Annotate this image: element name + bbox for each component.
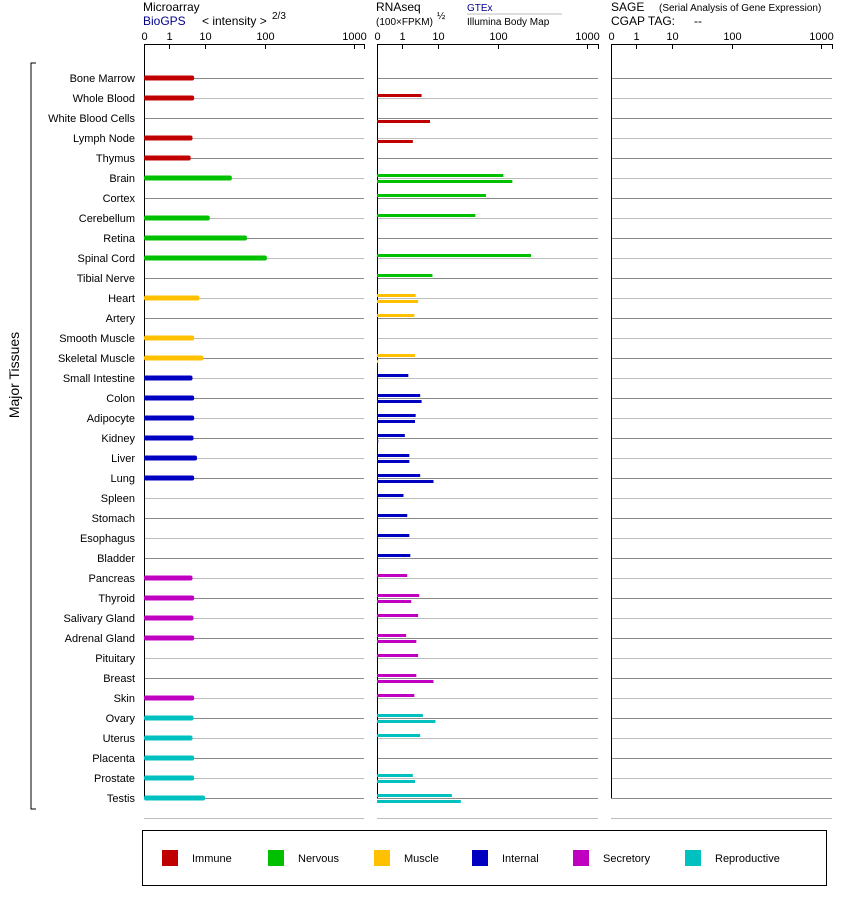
tissue-label: Adipocyte xyxy=(86,413,135,425)
tissue-label: Kidney xyxy=(101,433,135,445)
microarray-bar xyxy=(144,736,193,741)
tissue-label: Esophagus xyxy=(79,533,135,545)
microarray-bar xyxy=(144,376,193,381)
rnaseq-tick-label: 1000 xyxy=(575,31,600,43)
microarray-bar xyxy=(144,296,199,301)
legend-swatch-nervous xyxy=(268,850,284,866)
gtex-bar xyxy=(377,654,418,657)
tissue-label: Smooth Muscle xyxy=(59,333,135,345)
illumina-bar xyxy=(377,440,378,443)
tissue-label: Adrenal Gland xyxy=(64,633,135,645)
sage-title-note: (Serial Analysis of Gene Expression) xyxy=(659,3,822,14)
gtex-bar xyxy=(377,554,410,557)
tissue-label: Bladder xyxy=(97,553,135,565)
tissue-label: Lung xyxy=(110,473,135,485)
microarray-bar xyxy=(144,576,193,581)
microarray-bar xyxy=(144,76,194,81)
microarray-bar xyxy=(144,136,193,141)
rnaseq-title: RNAseq xyxy=(376,0,421,14)
gtex-bar xyxy=(377,434,405,437)
microarray-title: Microarray xyxy=(143,0,200,14)
microarray-bar xyxy=(144,156,191,161)
legend-swatch-internal xyxy=(472,850,488,866)
gtex-bar xyxy=(377,594,419,597)
tissue-label: Prostate xyxy=(94,773,135,785)
legend-swatch-reproductive xyxy=(685,850,701,866)
rnaseq-tick-label: 1 xyxy=(399,31,406,43)
rnaseq-tick-label: 10 xyxy=(432,31,445,43)
rnaseq-tick-label: 100 xyxy=(489,31,508,43)
rnaseq-scale-label: (100×FPKM) xyxy=(376,17,433,28)
biogps-link[interactable]: BioGPS xyxy=(143,14,186,28)
tissue-label: Pancreas xyxy=(88,573,135,585)
tissue-label: Thymus xyxy=(95,153,135,165)
illumina-bar xyxy=(377,720,435,723)
illumina-bar xyxy=(377,680,434,683)
tissue-labels xyxy=(48,73,136,805)
microarray-tick-label: 1000 xyxy=(342,31,367,43)
tissue-axis-title: Major Tissues xyxy=(6,331,22,419)
illumina-bar xyxy=(377,800,461,803)
tissue-label: Ovary xyxy=(105,713,135,725)
legend-label-secretory: Secretory xyxy=(603,853,651,865)
illumina-bar xyxy=(377,400,422,403)
tissue-label: Tibial Nerve xyxy=(76,273,135,285)
tissue-label: Colon xyxy=(106,393,135,405)
illumina-bar xyxy=(377,780,415,783)
legend xyxy=(162,850,780,866)
tissue-label: Thyroid xyxy=(98,593,135,605)
rnaseq-scale-power: ½ xyxy=(437,11,446,22)
expression-bars xyxy=(144,76,531,804)
gtex-bar xyxy=(377,774,413,777)
gtex-bar xyxy=(377,254,531,257)
gtex-bar xyxy=(377,274,432,277)
gtex-bar xyxy=(377,634,406,637)
microarray-tick-label: 100 xyxy=(256,31,275,43)
microarray-bar xyxy=(144,696,194,701)
tissue-label: Placenta xyxy=(92,753,135,765)
illumina-bar xyxy=(377,180,512,183)
tissue-label: Whole Blood xyxy=(72,93,135,105)
legend-label-muscle: Muscle xyxy=(404,853,439,865)
sage-tick-label: 10 xyxy=(666,31,679,43)
microarray-bar xyxy=(144,236,247,241)
tissue-label: Liver xyxy=(111,453,135,465)
illumina-body-map-label: Illumina Body Map xyxy=(467,17,550,28)
gtex-bar xyxy=(377,714,423,717)
panel-axes xyxy=(141,31,833,798)
illumina-bar xyxy=(377,600,411,603)
tissue-label: Skeletal Muscle xyxy=(57,353,135,365)
microarray-bar xyxy=(144,476,194,481)
gtex-bar xyxy=(377,474,420,477)
gtex-bar xyxy=(377,194,486,197)
tissue-label: Skin xyxy=(113,693,135,705)
microarray-bar xyxy=(144,336,194,341)
sage-tick-label: 100 xyxy=(723,31,742,43)
microarray-bar xyxy=(144,356,203,361)
gtex-bar xyxy=(377,454,409,457)
microarray-bar xyxy=(144,636,194,641)
rnaseq-tick-label: 0 xyxy=(374,31,381,43)
gtex-bar xyxy=(377,354,415,357)
microarray-tick-label: 10 xyxy=(199,31,212,43)
gtex-bar xyxy=(377,694,414,697)
microarray-bar xyxy=(144,796,205,801)
microarray-bar xyxy=(144,256,267,261)
illumina-bar xyxy=(377,460,409,463)
tissue-label: Brain xyxy=(109,173,135,185)
gtex-bar xyxy=(377,614,418,617)
legend-label-internal: Internal xyxy=(502,853,539,865)
tissue-bracket xyxy=(31,63,36,809)
gtex-bar xyxy=(377,674,416,677)
sage-tick-label: 1000 xyxy=(809,31,834,43)
tissue-label: Lymph Node xyxy=(73,133,135,145)
gtex-bar xyxy=(377,514,407,517)
microarray-bar xyxy=(144,216,210,221)
illumina-bar xyxy=(377,480,434,483)
gtex-bar xyxy=(377,214,475,217)
legend-swatch-secretory xyxy=(573,850,589,866)
illumina-bar xyxy=(377,140,413,143)
microarray-scale-power: 2/3 xyxy=(272,11,286,22)
tissue-label: Spinal Cord xyxy=(77,253,135,265)
legend-label-nervous: Nervous xyxy=(298,853,339,865)
tissue-label: Stomach xyxy=(91,513,135,525)
gtex-bar xyxy=(377,94,422,97)
microarray-bar xyxy=(144,776,194,781)
tissue-label: Heart xyxy=(108,293,135,305)
gtex-bar xyxy=(377,394,420,397)
gtex-link[interactable]: GTEx xyxy=(467,3,493,14)
tissue-label: Bone Marrow xyxy=(69,73,135,85)
microarray-bar xyxy=(144,616,194,621)
tissue-label: Salivary Gland xyxy=(63,613,135,625)
illumina-bar xyxy=(377,420,415,423)
microarray-tick-label: 0 xyxy=(141,31,148,43)
gtex-bar xyxy=(377,574,407,577)
tissue-label: White Blood Cells xyxy=(48,113,135,125)
gtex-bar xyxy=(377,314,414,317)
tissue-label: Artery xyxy=(105,313,135,325)
gtex-bar xyxy=(377,294,416,297)
tissue-label: Cortex xyxy=(102,193,135,205)
microarray-bar xyxy=(144,456,197,461)
tissue-label: Cerebellum xyxy=(78,213,135,225)
tissue-label: Uterus xyxy=(102,733,135,745)
row-gridlines xyxy=(144,79,832,819)
cgap-tag-value: -- xyxy=(694,14,702,28)
gtex-bar xyxy=(377,794,452,797)
sage-tick-label: 1 xyxy=(633,31,640,43)
illumina-bar xyxy=(377,300,418,303)
microarray-bar xyxy=(144,176,232,181)
gtex-bar xyxy=(377,734,420,737)
sage-tick-label: 0 xyxy=(608,31,615,43)
tissue-label: Pituitary xyxy=(95,653,135,665)
gtex-bar xyxy=(377,414,416,417)
gtex-bar xyxy=(377,174,503,177)
tissue-label: Retina xyxy=(103,233,135,245)
microarray-bar xyxy=(144,396,194,401)
legend-swatch-muscle xyxy=(374,850,390,866)
legend-label-reproductive: Reproductive xyxy=(715,853,780,865)
microarray-bar xyxy=(144,436,194,441)
legend-swatch-immune xyxy=(162,850,178,866)
tissue-label: Spleen xyxy=(100,493,135,505)
microarray-bar xyxy=(144,96,194,101)
gtex-bar xyxy=(377,534,409,537)
illumina-bar xyxy=(377,120,430,123)
microarray-bar xyxy=(144,756,194,761)
gtex-bar xyxy=(377,374,408,377)
illumina-bar xyxy=(377,360,378,363)
microarray-bar xyxy=(144,416,194,421)
microarray-bar xyxy=(144,716,194,721)
microarray-bar xyxy=(144,596,194,601)
gtex-bar xyxy=(377,494,403,497)
legend-label-immune: Immune xyxy=(192,853,232,865)
tissue-label: Small Intestine xyxy=(62,373,135,385)
sage-title: SAGE xyxy=(611,0,645,14)
tissue-label: Testis xyxy=(106,793,135,805)
microarray-tick-label: 1 xyxy=(166,31,173,43)
microarray-scale-label: < intensity > xyxy=(202,14,267,28)
illumina-bar xyxy=(377,640,416,643)
tissue-label: Breast xyxy=(103,673,135,685)
cgap-tag-label: CGAP TAG: xyxy=(611,14,676,28)
